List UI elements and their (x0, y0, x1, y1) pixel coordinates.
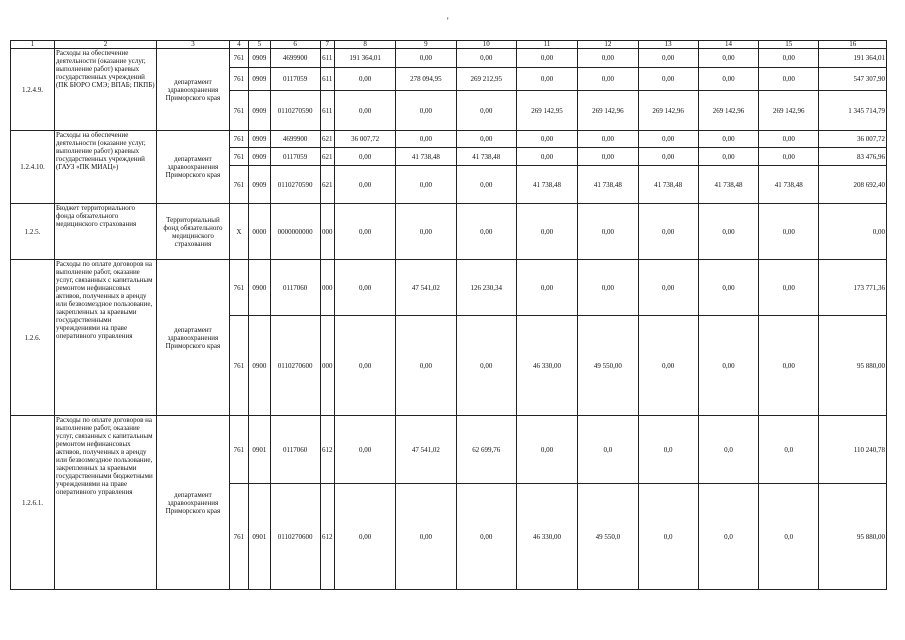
total-value: 0,00 (819, 204, 887, 260)
header-cell: 16 (819, 41, 887, 49)
code-grbs: 761 (229, 484, 248, 590)
year-value: 41 738,48 (759, 166, 819, 204)
code-target-article: 0110270600 (270, 484, 320, 590)
year-value: 0,00 (334, 148, 395, 166)
year-value: 0,00 (456, 131, 516, 148)
year-value: 0,00 (396, 166, 456, 204)
year-value: 0,00 (334, 204, 395, 260)
code-section: 0909 (249, 68, 270, 91)
year-value: 0,00 (456, 166, 516, 204)
code-section: 0000 (249, 204, 270, 260)
year-value: 0,00 (759, 148, 819, 166)
year-value: 0,00 (578, 148, 638, 166)
year-value: 269 212,95 (456, 68, 516, 91)
year-value: 0,00 (396, 49, 456, 68)
year-value: 0,00 (759, 204, 819, 260)
code-expense-type: 612 (320, 484, 334, 590)
year-value: 0,00 (698, 204, 758, 260)
year-value: 191 364,01 (334, 49, 395, 68)
year-value: 0,0 (638, 416, 698, 484)
year-value: 0,00 (516, 148, 577, 166)
code-grbs: 761 (229, 131, 248, 148)
code-expense-type: 612 (320, 416, 334, 484)
header-cell: 4 (229, 41, 248, 49)
year-value: 0,00 (638, 68, 698, 91)
header-row (11, 41, 887, 49)
year-value: 0,00 (698, 131, 758, 148)
code-target-article: 0117060 (270, 416, 320, 484)
year-value: 0,00 (759, 68, 819, 91)
header-cell: 9 (396, 41, 456, 49)
year-value: 0,00 (759, 131, 819, 148)
code-section: 0901 (249, 484, 270, 590)
year-value: 0,0 (698, 416, 758, 484)
code-expense-type: 000 (320, 260, 334, 316)
year-value: 0,00 (456, 204, 516, 260)
code-expense-type: 611 (320, 49, 334, 68)
header-cell: 12 (578, 41, 638, 49)
year-value: 41 738,48 (578, 166, 638, 204)
item-description: Бюджет территориального фонда обязательного медицинского страхования (54, 204, 156, 260)
budget-table (10, 40, 887, 590)
year-value: 0,00 (638, 131, 698, 148)
responsible-department: департамент здравоохранения Приморского края (157, 260, 230, 416)
code-section: 0909 (249, 91, 270, 131)
header-cell: 13 (638, 41, 698, 49)
code-target-article: 4699900 (270, 49, 320, 68)
total-value: 1 345 714,79 (819, 91, 887, 131)
header-cell: 7 (320, 41, 334, 49)
year-value: 0,00 (638, 260, 698, 316)
year-value: 0,00 (578, 204, 638, 260)
code-target-article: 0117060 (270, 260, 320, 316)
item-description: Расходы на обеспечение деятельности (оказание услуг, выполнение работ) краевых государственных учреждений (ГАУЗ «ПК МИАЦ») (54, 131, 156, 204)
code-expense-type: 621 (320, 131, 334, 148)
item-description: Расходы по оплате договоров на выполнение работ, оказание услуг, связанных с капитальным ремонтом нефинансовых активов, полученных в аренду или безвозмездное пользование, закрепленных за краевыми государственными учреждениями на праве оперативного управления (54, 260, 156, 416)
year-value: 62 699,76 (456, 416, 516, 484)
year-value: 0,00 (698, 148, 758, 166)
year-value: 0,00 (334, 91, 395, 131)
year-value: 269 142,95 (516, 91, 577, 131)
year-value: 0,0 (698, 484, 758, 590)
code-grbs: 761 (229, 148, 248, 166)
header-cell: 10 (456, 41, 516, 49)
year-value: 46 330,00 (516, 484, 577, 590)
code-target-article: 0000000000 (270, 204, 320, 260)
year-value: 269 142,96 (578, 91, 638, 131)
year-value: 269 142,96 (698, 91, 758, 131)
year-value: 0,0 (578, 416, 638, 484)
year-value: 0,00 (638, 49, 698, 68)
year-value: 41 738,48 (698, 166, 758, 204)
code-section: 0900 (249, 260, 270, 316)
year-value: 0,00 (396, 91, 456, 131)
year-value: 0,00 (516, 68, 577, 91)
total-value: 191 364,01 (819, 49, 887, 68)
item-number: 1.2.6. (11, 260, 55, 416)
year-value: 49 550,0 (578, 484, 638, 590)
responsible-department: департамент здравоохранения Приморского края (157, 131, 230, 204)
table-row (11, 204, 887, 260)
year-value: 0,00 (334, 260, 395, 316)
code-target-article: 4699900 (270, 131, 320, 148)
year-value: 0,00 (759, 49, 819, 68)
total-value: 110 240,78 (819, 416, 887, 484)
item-number: 1.2.4.10. (11, 131, 55, 204)
code-grbs: 761 (229, 416, 248, 484)
year-value: 47 541,02 (396, 260, 456, 316)
year-value: 0,00 (516, 260, 577, 316)
table-body (11, 41, 887, 590)
year-value: 0,00 (759, 260, 819, 316)
year-value: 0,00 (698, 49, 758, 68)
year-value: 0,00 (516, 49, 577, 68)
code-section: 0909 (249, 148, 270, 166)
year-value: 0,00 (759, 316, 819, 416)
year-value: 0,00 (334, 484, 395, 590)
year-value: 0,00 (456, 316, 516, 416)
code-target-article: 0117059 (270, 148, 320, 166)
header-cell: 6 (270, 41, 320, 49)
year-value: 0,00 (638, 204, 698, 260)
page-mark: ' (447, 16, 449, 26)
code-grbs: 761 (229, 260, 248, 316)
code-target-article: 0110270590 (270, 91, 320, 131)
code-section: 0901 (249, 416, 270, 484)
year-value: 0,00 (334, 166, 395, 204)
code-section: 0909 (249, 131, 270, 148)
table-row (11, 416, 887, 484)
year-value: 0,00 (516, 204, 577, 260)
total-value: 95 880,00 (819, 484, 887, 590)
total-value: 547 307,90 (819, 68, 887, 91)
year-value: 49 550,00 (578, 316, 638, 416)
total-value: 36 007,72 (819, 131, 887, 148)
year-value: 0,00 (396, 484, 456, 590)
year-value: 41 738,48 (456, 148, 516, 166)
code-target-article: 0117059 (270, 68, 320, 91)
year-value: 36 007,72 (334, 131, 395, 148)
year-value: 46 330,00 (516, 316, 577, 416)
year-value: 0,00 (396, 204, 456, 260)
year-value: 41 738,48 (516, 166, 577, 204)
header-cell: 5 (249, 41, 270, 49)
year-value: 126 230,34 (456, 260, 516, 316)
header-cell: 14 (698, 41, 758, 49)
year-value: 269 142,96 (759, 91, 819, 131)
year-value: 0,00 (516, 131, 577, 148)
code-target-article: 0110270590 (270, 166, 320, 204)
item-number: 1.2.5. (11, 204, 55, 260)
year-value: 0,0 (759, 416, 819, 484)
responsible-department: Территориальный фонд обязательного медицинского страхования (157, 204, 230, 260)
code-expense-type: 621 (320, 148, 334, 166)
year-value: 278 094,95 (396, 68, 456, 91)
year-value: 0,00 (456, 91, 516, 131)
total-value: 95 880,00 (819, 316, 887, 416)
year-value: 0,00 (698, 68, 758, 91)
table-row (11, 49, 887, 68)
table-row (11, 260, 887, 316)
code-section: 0909 (249, 166, 270, 204)
table-row (11, 131, 887, 148)
code-grbs: 761 (229, 166, 248, 204)
code-expense-type: 000 (320, 204, 334, 260)
code-grbs: 761 (229, 91, 248, 131)
year-value: 0,00 (638, 316, 698, 416)
year-value: 0,00 (334, 68, 395, 91)
code-grbs: X (229, 204, 248, 260)
year-value: 41 738,48 (396, 148, 456, 166)
item-description: Расходы по оплате договоров на выполнение работ, оказание услуг, связанных с капитальным ремонтом нефинансовых активов, полученных в аренду или безвозмездное пользование, закрепленных за краевыми государственными бюджетными учреждениями на праве оперативного управления (54, 416, 156, 590)
header-cell: 8 (334, 41, 395, 49)
header-cell: 11 (516, 41, 577, 49)
header-cell: 15 (759, 41, 819, 49)
year-value: 0,00 (334, 416, 395, 484)
year-value: 0,00 (456, 484, 516, 590)
year-value: 0,00 (396, 316, 456, 416)
code-grbs: 761 (229, 68, 248, 91)
year-value: 269 142,96 (638, 91, 698, 131)
total-value: 173 771,36 (819, 260, 887, 316)
header-cell: 1 (11, 41, 55, 49)
year-value: 0,00 (516, 416, 577, 484)
total-value: 83 476,96 (819, 148, 887, 166)
item-number: 1.2.4.9. (11, 49, 55, 131)
year-value: 0,0 (638, 484, 698, 590)
header-cell: 3 (157, 41, 230, 49)
header-cell: 2 (54, 41, 156, 49)
year-value: 0,0 (759, 484, 819, 590)
code-expense-type: 000 (320, 316, 334, 416)
item-description: Расходы на обеспечение деятельности (оказание услуг, выполнение работ) краевых государственных учреждений (ПК БЮРО СМЭ; ВПАБ; ПКПБ) (54, 49, 156, 131)
code-section: 0909 (249, 49, 270, 68)
year-value: 0,00 (578, 260, 638, 316)
year-value: 0,00 (334, 316, 395, 416)
responsible-department: департамент здравоохранения Приморского края (157, 416, 230, 590)
code-grbs: 761 (229, 316, 248, 416)
code-grbs: 761 (229, 49, 248, 68)
year-value: 0,00 (578, 131, 638, 148)
code-expense-type: 621 (320, 166, 334, 204)
code-expense-type: 611 (320, 91, 334, 131)
item-number: 1.2.6.1. (11, 416, 55, 590)
year-value: 41 738,48 (638, 166, 698, 204)
year-value: 0,00 (578, 49, 638, 68)
code-expense-type: 611 (320, 68, 334, 91)
code-target-article: 0110270600 (270, 316, 320, 416)
year-value: 0,00 (698, 316, 758, 416)
year-value: 0,00 (396, 131, 456, 148)
year-value: 47 541,02 (396, 416, 456, 484)
year-value: 0,00 (578, 68, 638, 91)
year-value: 0,00 (638, 148, 698, 166)
code-section: 0900 (249, 316, 270, 416)
year-value: 0,00 (456, 49, 516, 68)
year-value: 0,00 (698, 260, 758, 316)
responsible-department: департамент здравоохранения Приморского края (157, 49, 230, 131)
total-value: 208 692,40 (819, 166, 887, 204)
